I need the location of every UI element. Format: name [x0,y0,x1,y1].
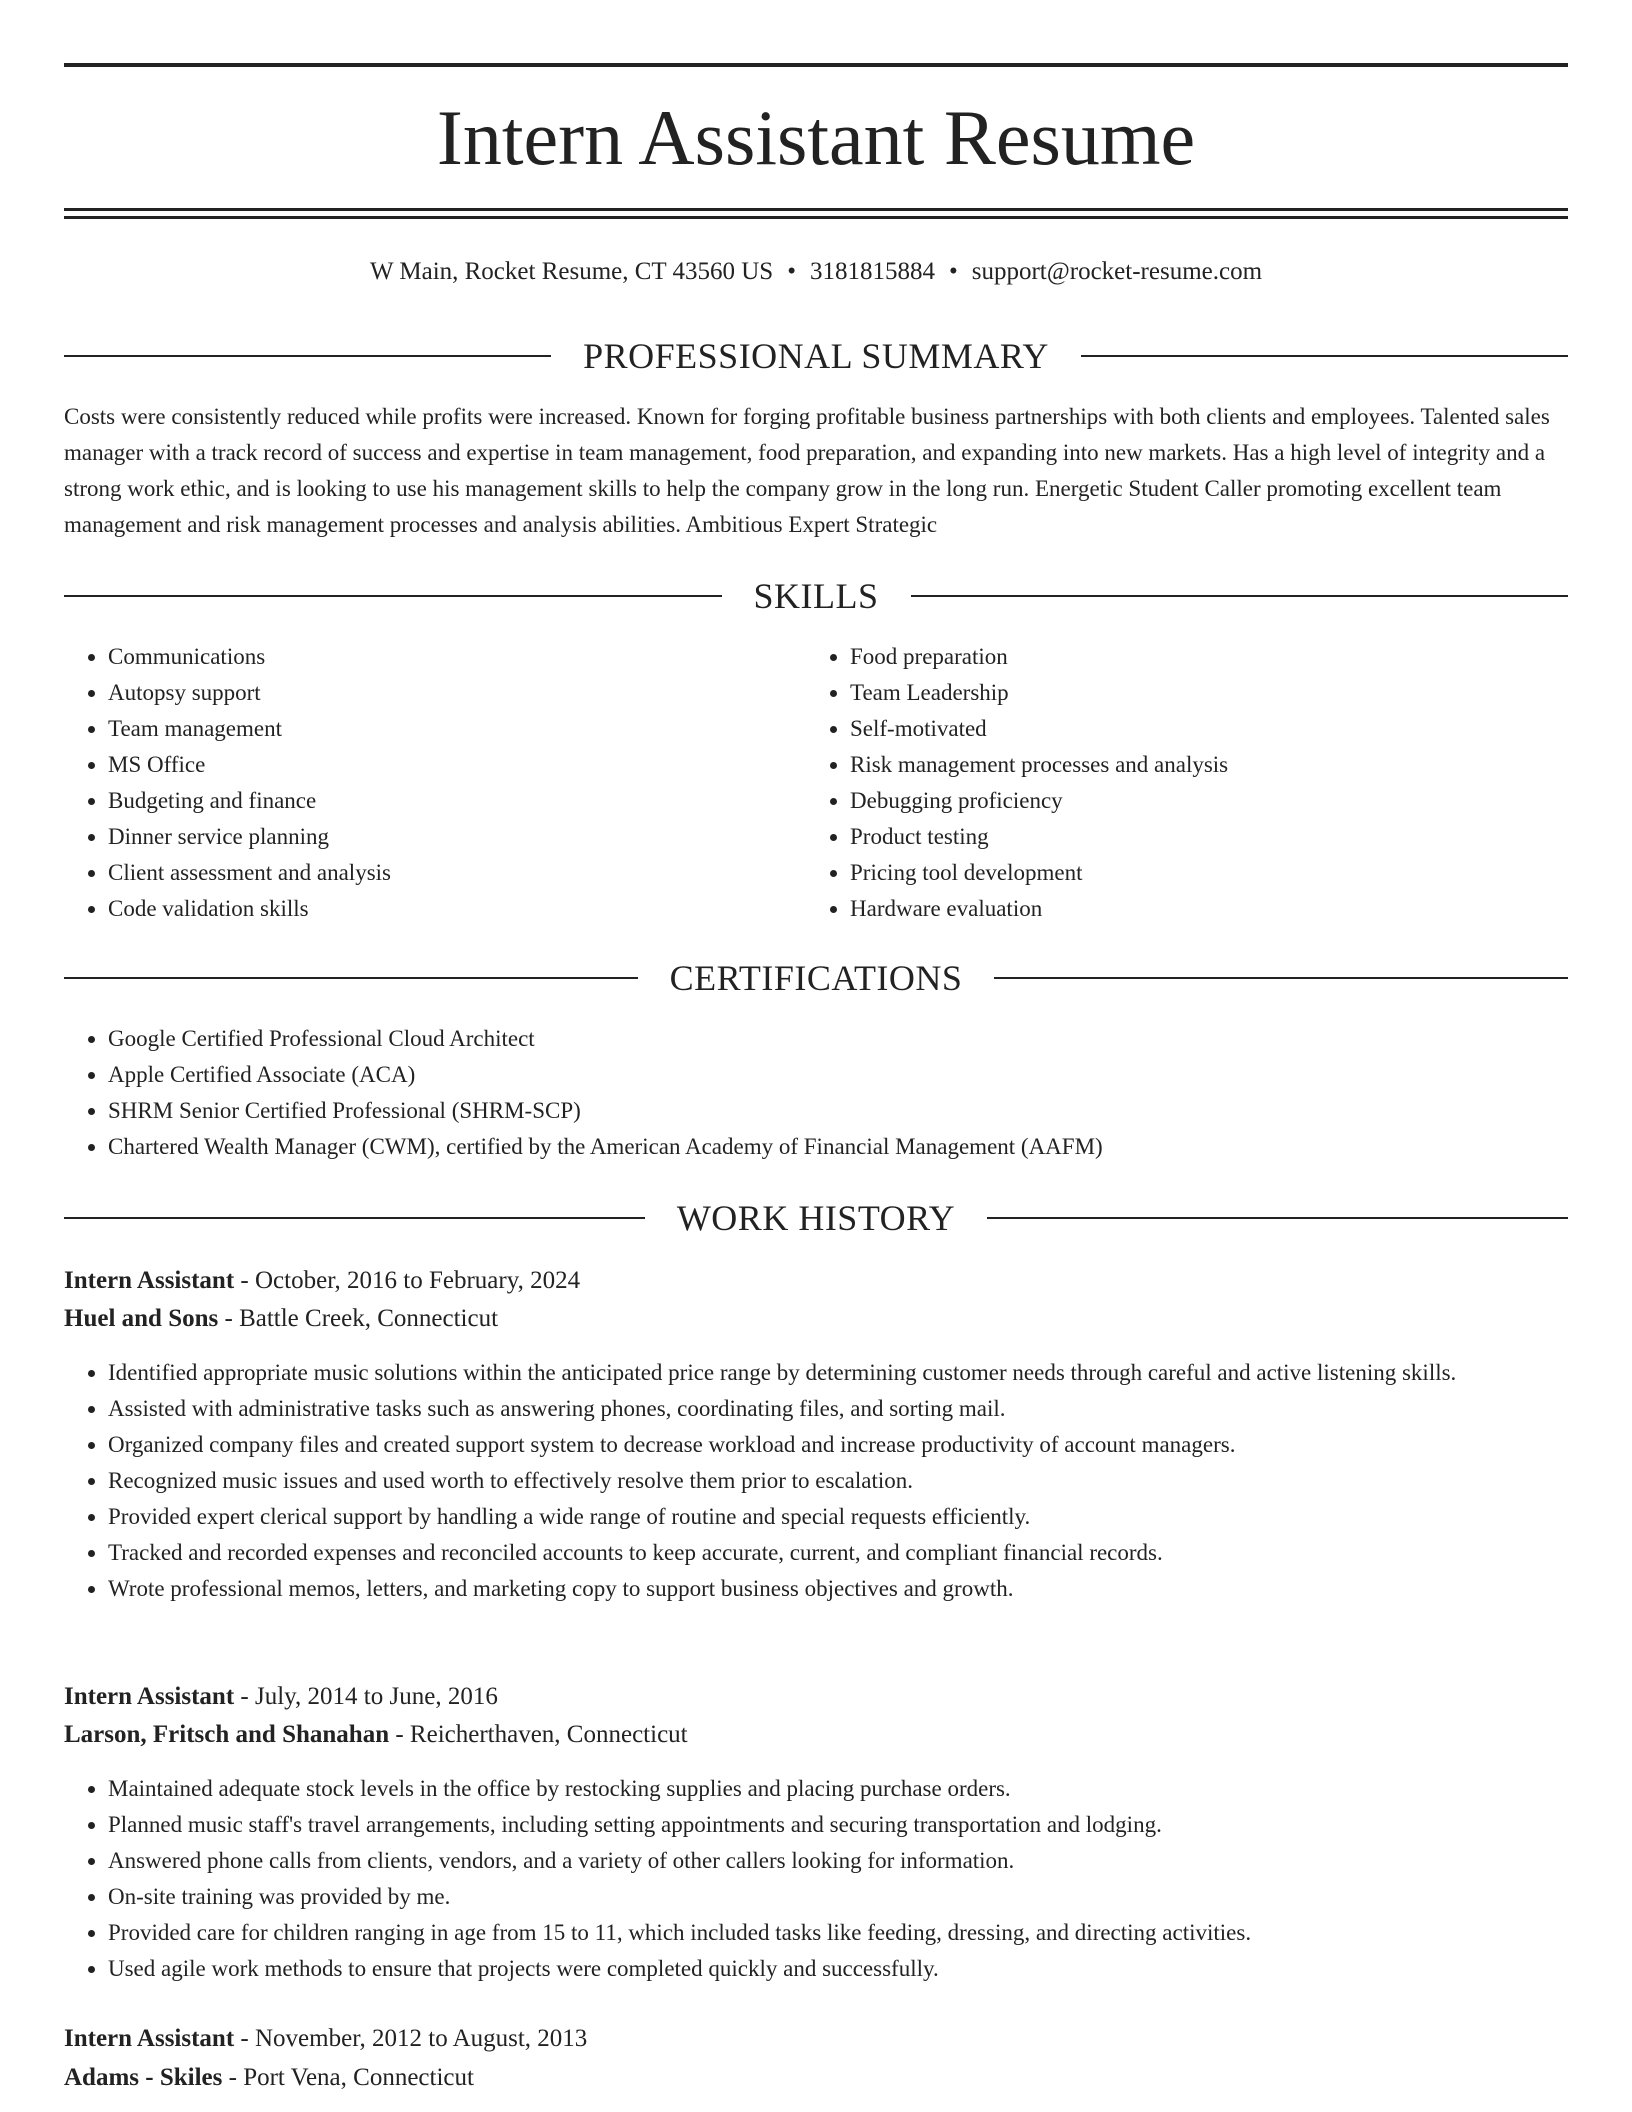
heading-rule [911,595,1569,597]
job-company: Adams - Skiles [64,2064,223,2091]
job-company-line [64,1716,1568,1754]
job-location: - Port Vena, Connecticut [222,2064,474,2091]
job-title-line [64,1678,1568,1716]
skill-item: • Pricing tool development [850,855,1612,891]
job-bullet: • Maintained adequate stock levels in the office by restocking supplies and placing purchase orders. [108,1771,1568,1807]
job-bullet: • Provided expert clerical support by handling a wide range of routine and special requests efficiently. [108,1499,1568,1535]
skill-item: • Communications [108,639,808,675]
skills-heading-label: SKILLS [753,576,879,616]
job-bullet: • Wrote professional memos, letters, and marketing copy to support business objectives and growth. [108,1571,1568,1607]
skill-item: • Hardware evaluation [850,891,1612,927]
job-bullet: • Tracked and recorded expenses and reconciled accounts to keep accurate, current, and compliant financial records. [108,1535,1568,1571]
summary-heading-label: PROFESSIONAL SUMMARY [583,336,1049,376]
skill-item: • Code validation skills [108,891,808,927]
heading-rule [64,595,722,597]
certification-item: • Chartered Wealth Manager (CWM), certified by the American Academy of Financial Management (AAFM) [108,1129,1568,1165]
certification-item: • Apple Certified Associate (ACA) [108,1057,1568,1093]
summary-heading [64,332,1568,380]
skill-item: • Self-motivated [850,711,1612,747]
heading-rule [64,977,638,979]
job-title: Intern Assistant [64,1683,235,1710]
heading-rule [1081,355,1568,357]
job-bullet: • Organized company files and created support system to decrease workload and increase productivity of account managers. [108,1427,1568,1463]
job-title-line [64,1262,1568,1300]
skill-item: • Budgeting and finance [108,783,808,819]
contact-line [64,252,1568,292]
job-bullet: • Assisted with administrative tasks such as answering phones, coordinating files, and sorting mail. [108,1391,1568,1427]
heading-rule [64,355,551,357]
job-company: Larson, Fritsch and Shanahan [64,1721,390,1748]
skill-item: • Risk management processes and analysis [850,747,1612,783]
skill-item: • Food preparation [850,639,1612,675]
heading-rule [987,1217,1568,1219]
job-company-line [64,2059,1568,2097]
skills-list-right [806,639,1612,927]
skill-item: • Client assessment and analysis [108,855,808,891]
title-rule-upper [64,208,1568,211]
contact-separator: • [948,258,958,285]
job-bullet: • Recognized music issues and used worth to effectively resolve them prior to escalation. [108,1463,1568,1499]
skill-item: • Product testing [850,819,1612,855]
work-history-heading [64,1194,1568,1242]
job-company: Huel and Sons [64,1305,219,1332]
job-bullet: • Planned music staff's travel arrangements, including setting appointments and securing transportation and lodging. [108,1807,1568,1843]
certification-item: • SHRM Senior Certified Professional (SHRM-SCP) [108,1093,1568,1129]
job-title: Intern Assistant [64,1267,235,1294]
page-title: Intern Assistant Resume [436,94,1196,181]
job-location: - Battle Creek, Connecticut [218,1305,499,1332]
heading-rule [994,977,1568,979]
contact-email: support@rocket-resume.com [971,258,1263,285]
job-bullet: • Provided care for children ranging in age from 15 to 11, which included tasks like feeding, dressing, and directing activities. [108,1915,1568,1951]
certification-item: • Google Certified Professional Cloud Architect [108,1021,1568,1057]
job-bullet: • Answered phone calls from clients, vendors, and a variety of other callers looking for information. [108,1843,1568,1879]
job-dates: - July, 2014 to June, 2016 [234,1683,498,1710]
job-dates: - October, 2016 to February, 2024 [234,1267,581,1294]
job-bullet: • Used agile work methods to ensure that projects were completed quickly and successfully. [108,1951,1568,1987]
skill-item: • MS Office [108,747,808,783]
job-dates: - November, 2012 to August, 2013 [234,2025,588,2052]
contact-separator: • [787,258,796,285]
title-rule-lower [64,216,1568,219]
certifications-heading-label: CERTIFICATIONS [669,958,963,998]
skills-heading [64,572,1568,620]
skill-item: • Team management [108,711,808,747]
top-rule [64,63,1568,67]
job-company-line [64,1300,1568,1338]
skill-item: • Debugging proficiency [850,783,1612,819]
skills-list-left [64,639,808,927]
skill-item: • Autopsy support [108,675,808,711]
certifications-list [64,1021,1568,1165]
contact-address: W Main, Rocket Resume, CT 43560 US [369,258,774,285]
job-bullets [64,1771,1568,1987]
skill-item: • Team Leadership [850,675,1612,711]
work-history-heading-label: WORK HISTORY [676,1198,956,1238]
contact-phone: 3181815884 [809,258,935,285]
certifications-heading [64,954,1568,1002]
job-bullet: • Identified appropriate music solutions within the anticipated price range by determining customer needs through careful and active listening skills. [108,1355,1568,1391]
skill-item: • Dinner service planning [108,819,808,855]
summary-text: Costs were consistently reduced while profits were increased. Known for forging profitable business partnerships with both clients and employees. Talented sales manager with a track record of success and expertise in team management, food preparation, and expanding into new markets. Has a high level of integrity and a strong work ethic, and is looking to use his management skills to help the company grow in the long run. Energetic Student Caller promoting excellent team management and risk management processes and analysis abilities. Ambitious Expert Strategic [64,404,1550,537]
job-location: - Reicherthaven, Connecticut [389,1721,688,1748]
job-bullets [64,1355,1568,1607]
job-bullet: • On-site training was provided by me. [108,1879,1568,1915]
job-title: Intern Assistant [64,2025,235,2052]
job-title-line [64,2020,1568,2058]
heading-rule [64,1217,645,1219]
